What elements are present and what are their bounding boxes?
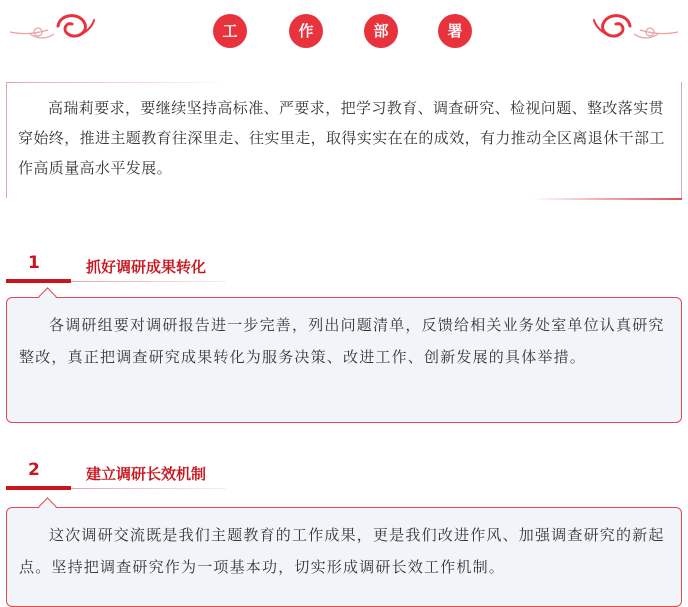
heading-char: 部 [364, 14, 398, 48]
intro-paragraph: 高瑞莉要求，要继续坚持高标准、严要求，把学习教育、调查研究、检视问题、整改落实贯穿始终，推进主题教育往深里走、往实里走，取得实实在在的成效，有力推动全区离退休干部工作高质量高水平发展。 [18, 99, 665, 177]
section-heading [0, 14, 688, 48]
heading-char: 作 [289, 14, 323, 48]
frame-border [6, 82, 7, 198]
heading-char: 署 [438, 14, 472, 48]
frame-border [6, 82, 231, 83]
section-label: 抓好调研成果转化 [86, 258, 207, 276]
section-2-box [6, 507, 682, 607]
section-2-paragraph: 这次调研交流既是我们主题教育的工作成果，更是我们改进作风、加强调查研究的新起点。坚持把调查研究作为一项基本功，切实形成调研长效工作机制。 [19, 526, 665, 576]
title-underline [71, 488, 226, 489]
section-number: 2 [28, 460, 40, 480]
section-label: 建立调研长效机制 [86, 465, 207, 483]
heading-char: 工 [213, 14, 247, 48]
section-1-title [6, 253, 682, 285]
frame-border [681, 82, 682, 198]
section-number: 1 [28, 253, 40, 273]
section-1-paragraph: 各调研组要对调研报告进一步完善，列出问题清单，反馈给相关业务处室单位认真研究整改，真正把调查研究成果转化为服务决策、改进工作、创新发展的具体举措。 [19, 316, 665, 366]
title-underline-bar [6, 279, 71, 283]
title-underline [71, 281, 226, 282]
title-underline-bar [6, 486, 71, 490]
section-1-box [6, 297, 682, 423]
frame-accent-line [532, 198, 682, 200]
header [0, 0, 688, 62]
intro-frame [6, 82, 682, 200]
section-2-title [6, 460, 682, 492]
